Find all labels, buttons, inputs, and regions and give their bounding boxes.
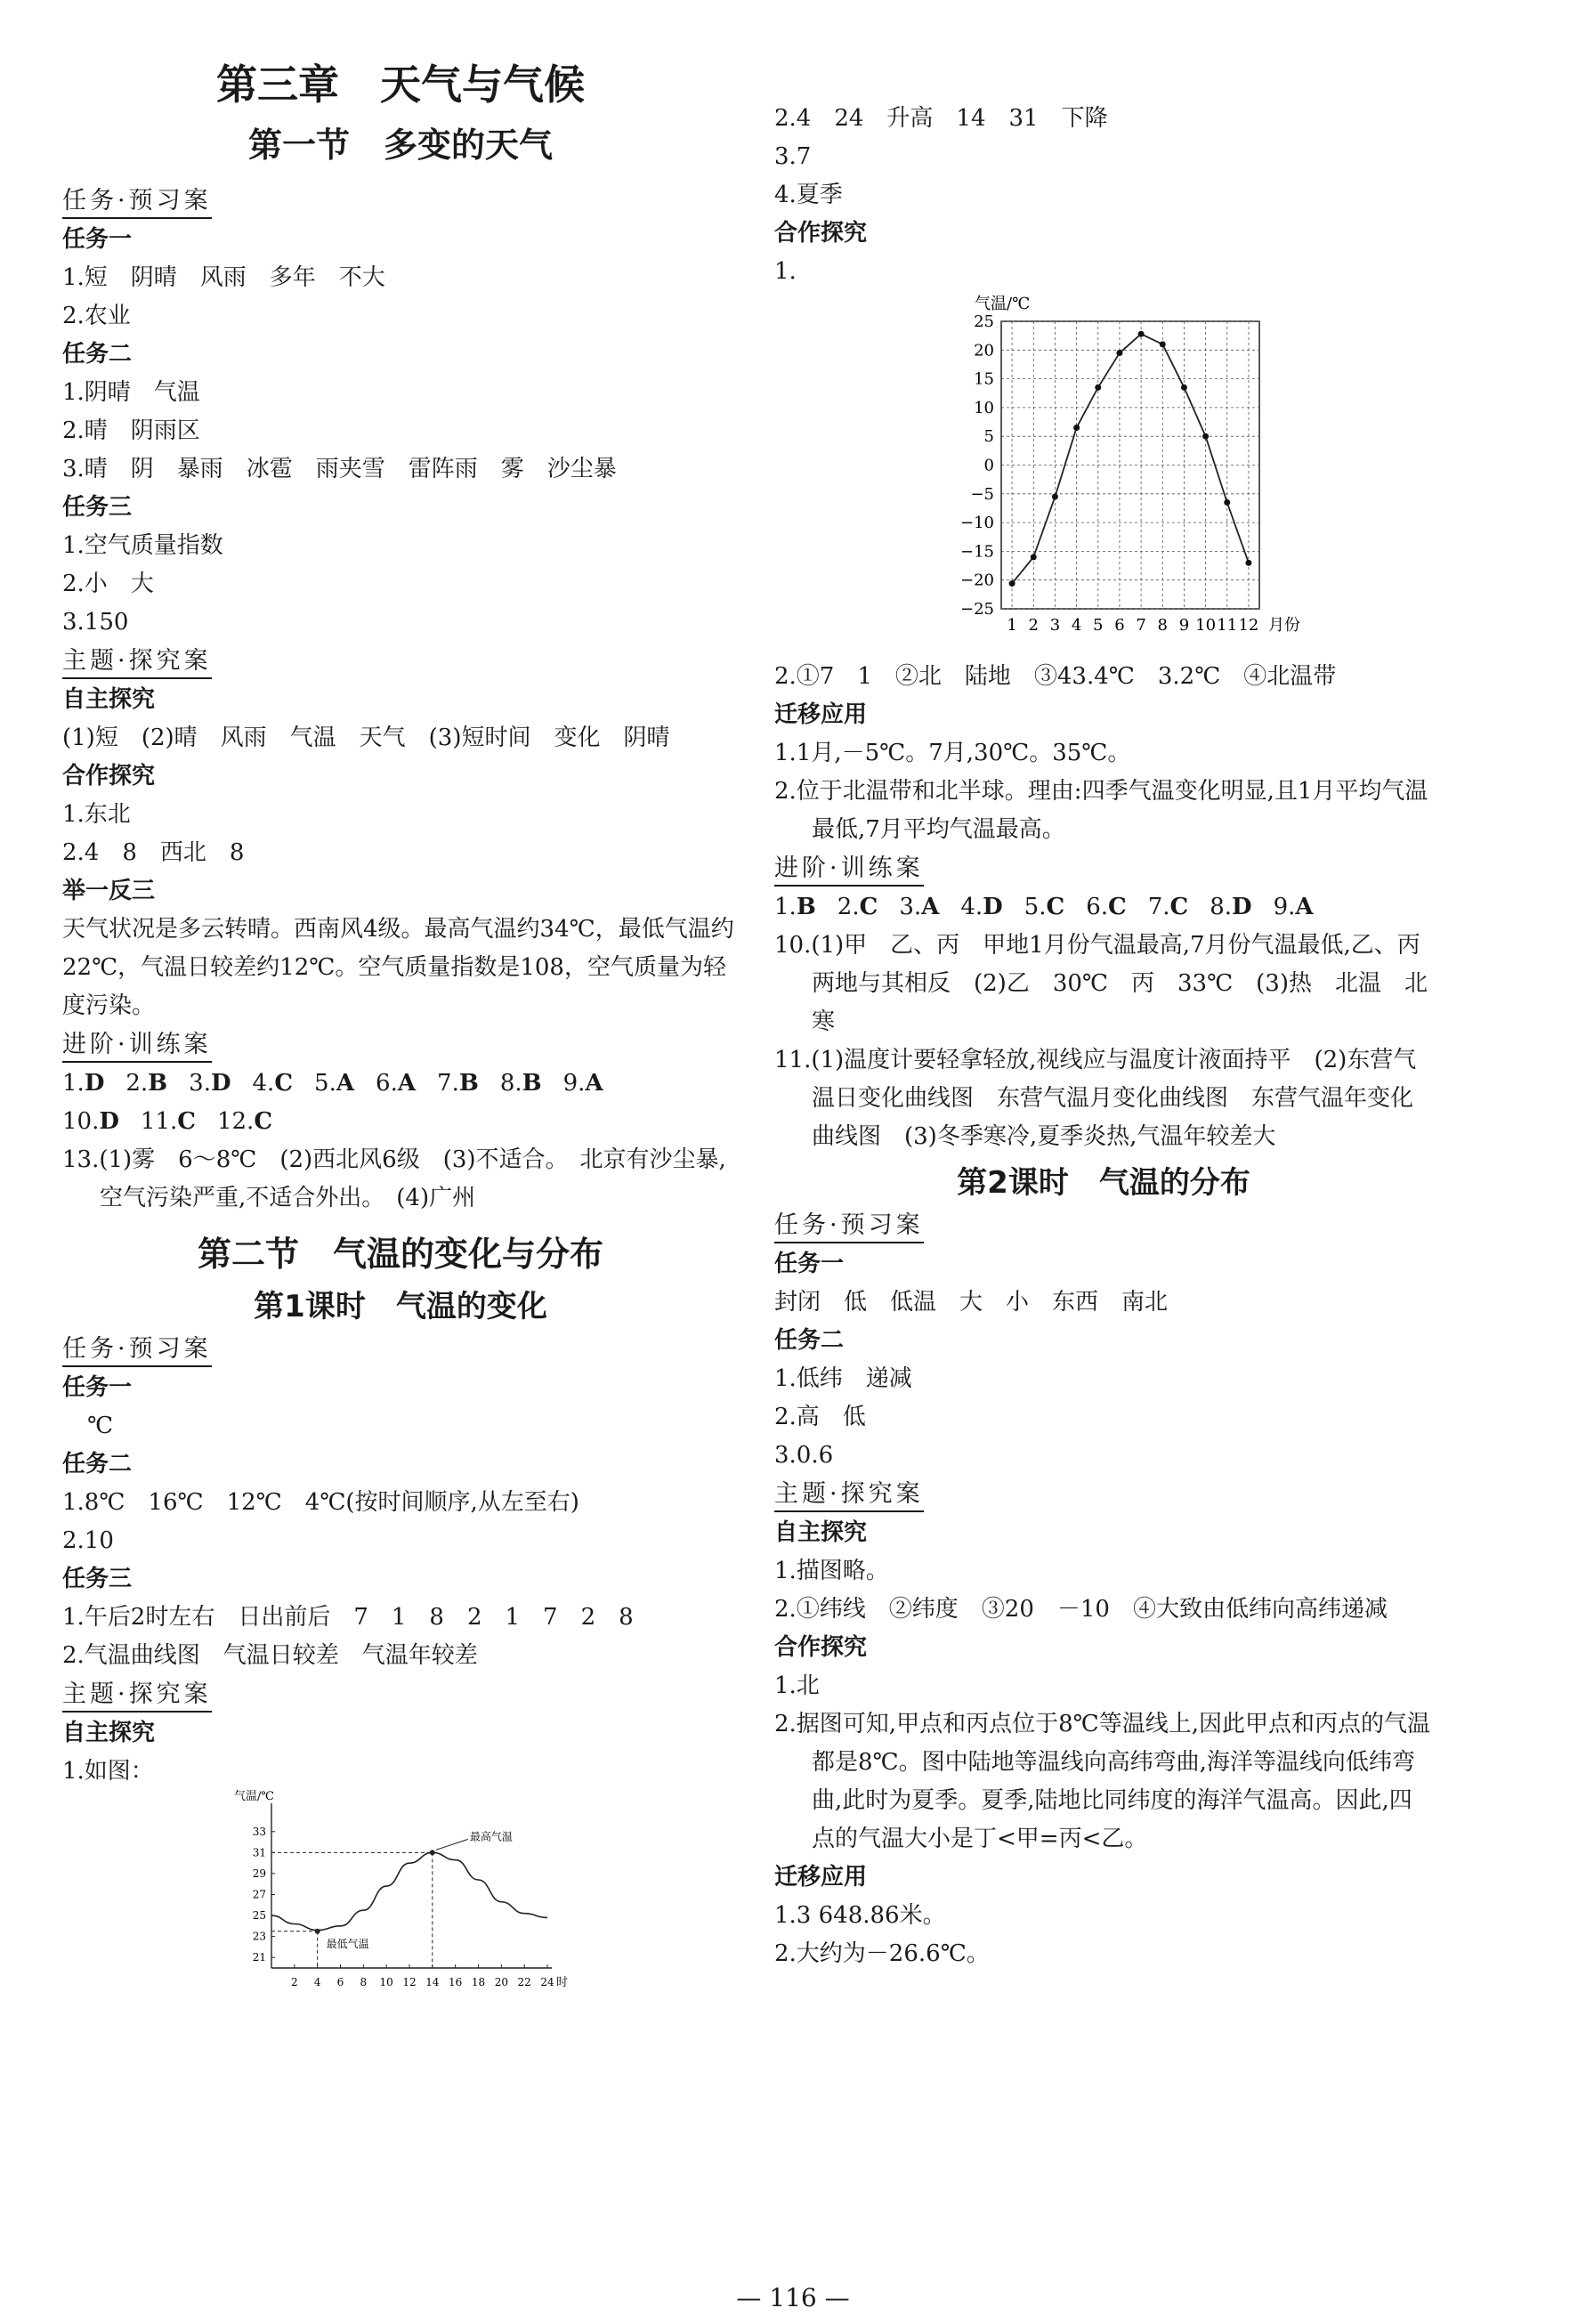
choice-letter: C bbox=[254, 1108, 273, 1135]
answer-line: 2.高 低 bbox=[774, 1404, 866, 1430]
data-point bbox=[1031, 554, 1037, 560]
choice-item bbox=[217, 1108, 272, 1135]
answer-line: 1.北 bbox=[774, 1672, 820, 1699]
answer-line: 2.4 24 升高 14 31 下降 bbox=[774, 105, 1108, 132]
choice-letter: B bbox=[148, 1070, 168, 1097]
choice-answers bbox=[62, 1065, 739, 1103]
sub-heading: 迁移应用 bbox=[774, 1864, 868, 1891]
y-axis-label: 气温/℃ bbox=[234, 1790, 274, 1803]
task-heading: 任务一 bbox=[62, 1374, 133, 1401]
y-tick-label: 23 bbox=[252, 1930, 266, 1943]
choice-item bbox=[960, 894, 1002, 920]
y-tick-label: 25 bbox=[252, 1909, 266, 1923]
choice-letter: B bbox=[522, 1070, 542, 1097]
answer-line: ℃ bbox=[87, 1413, 114, 1439]
x-tick-label: 8 bbox=[360, 1976, 368, 1988]
answer-line: 1.如图： bbox=[62, 1758, 154, 1785]
question-number: 9. bbox=[1273, 894, 1296, 920]
y-tick-label: 20 bbox=[974, 341, 994, 360]
data-point bbox=[1160, 341, 1166, 347]
section-tag: 任务·预习案 bbox=[62, 185, 212, 219]
x-tick-label: 4 bbox=[313, 1976, 321, 1988]
choice-item bbox=[563, 1070, 603, 1097]
answer-line: 1. bbox=[774, 258, 797, 285]
question-number: 12. bbox=[216, 1108, 255, 1135]
answer-line: 1.阴晴 气温 bbox=[62, 379, 200, 406]
section-tag: 任务·预习案 bbox=[62, 1333, 212, 1367]
y-tick-label: 0 bbox=[983, 456, 994, 475]
answer-line: 2.气温曲线图 气温日较差 气温年较差 bbox=[62, 1642, 478, 1669]
section-tag: 主题·探究案 bbox=[62, 645, 212, 679]
question-number: 8. bbox=[499, 1070, 522, 1097]
task-heading: 任务一 bbox=[774, 1251, 845, 1277]
lesson-title: 第2课时 气温的分布 bbox=[957, 1165, 1250, 1201]
answer-line: 2.4 8 西北 8 bbox=[62, 839, 245, 866]
choice-letter: D bbox=[84, 1070, 105, 1097]
choice-item bbox=[1024, 894, 1065, 920]
y-tick-label: 29 bbox=[252, 1866, 266, 1880]
max-leader bbox=[436, 1839, 468, 1850]
choice-letter: C bbox=[859, 894, 878, 920]
y-axis-label: 气温/℃ bbox=[975, 295, 1031, 313]
x-tick-label: 10 bbox=[379, 1976, 393, 1988]
choice-item bbox=[314, 1070, 354, 1097]
sub-heading: 迁移应用 bbox=[774, 701, 868, 728]
answer-paragraph: 13.(1)雾 6～8℃ (2)西北风6级 (3)不适合。 北京有沙尘暴,空气污染严重,不适合外出。 (4)广州 bbox=[62, 1146, 726, 1211]
data-point bbox=[1224, 499, 1230, 506]
section-tag: 进阶·训练案 bbox=[774, 853, 924, 887]
answer-line: 3.0.6 bbox=[774, 1442, 834, 1469]
x-tick-label: 6 bbox=[336, 1976, 344, 1988]
question-number: 2. bbox=[837, 894, 860, 920]
x-tick-label: 8 bbox=[1157, 616, 1168, 635]
answer-line: 2.10 bbox=[62, 1527, 114, 1554]
x-tick-label: 2 bbox=[291, 1976, 298, 1988]
answer-line: 封闭 低 低温 大 小 东西 南北 bbox=[774, 1289, 1169, 1316]
choice-item bbox=[189, 1070, 231, 1097]
question-number: 11. bbox=[140, 1108, 178, 1135]
choice-letter: D bbox=[983, 894, 1003, 920]
x-tick-label: 12 bbox=[402, 1976, 417, 1988]
choice-letter: C bbox=[274, 1070, 294, 1097]
lesson-title: 第1课时 气温的变化 bbox=[254, 1289, 547, 1324]
task-heading: 任务二 bbox=[62, 1451, 133, 1478]
choice-item bbox=[125, 1070, 167, 1097]
answer-paragraph: (1)短 (2)晴 风雨 气温 天气 (3)短时间 变化 阴晴 bbox=[62, 725, 670, 751]
answer-paragraph: 天气状况是多云转晴。西南风4级。最高气温约34℃，最低气温约22℃，气温日较差约12℃。空气质量指数是108，空气质量为轻度污染。 bbox=[62, 916, 734, 1019]
task-heading: 任务二 bbox=[774, 1327, 845, 1354]
question-number: 8. bbox=[1210, 894, 1233, 920]
choice-letter: D bbox=[210, 1070, 231, 1097]
choice-letter: C bbox=[1108, 894, 1127, 920]
answer-line: 1.3 648.86米。 bbox=[774, 1902, 946, 1929]
choice-letter: A bbox=[397, 1070, 417, 1097]
daily-temperature-chart bbox=[223, 1786, 596, 1990]
x-tick-label: 1 bbox=[1007, 616, 1017, 635]
x-tick-label: 5 bbox=[1093, 616, 1104, 635]
choice-answers bbox=[774, 888, 1433, 927]
answer-line: 2.晴 阴雨区 bbox=[62, 417, 200, 444]
x-tick-label: 20 bbox=[494, 1976, 508, 1988]
choice-letter: D bbox=[99, 1108, 119, 1135]
choice-item bbox=[1086, 894, 1127, 920]
answer-line: 1.短 阴晴 风雨 多年 不大 bbox=[62, 264, 385, 291]
annual-temperature-chart bbox=[935, 284, 1308, 658]
choice-item bbox=[774, 894, 816, 920]
choice-letter: B bbox=[796, 894, 816, 920]
data-point bbox=[1009, 580, 1016, 587]
task-heading: 任务三 bbox=[62, 494, 133, 521]
section-title: 第一节 多变的天气 bbox=[247, 126, 553, 165]
question-number: 10. bbox=[62, 1108, 100, 1135]
sub-heading: 自主探究 bbox=[62, 686, 156, 713]
data-point bbox=[1095, 385, 1101, 391]
answer-line: 4.夏季 bbox=[774, 182, 843, 208]
choice-item bbox=[1274, 894, 1314, 920]
choice-answers bbox=[62, 1103, 739, 1141]
answer-line: 2.①7 1 ②北 陆地 ③43.4℃ 3.2℃ ④北温带 bbox=[774, 663, 1337, 690]
max-point bbox=[430, 1850, 435, 1855]
y-tick-label: 10 bbox=[974, 398, 994, 417]
answer-line: 1.8℃ 16℃ 12℃ 4℃(按时间顺序,从左至右) bbox=[62, 1489, 579, 1516]
sub-heading: 举一反三 bbox=[62, 878, 156, 904]
choice-letter: C bbox=[1046, 894, 1065, 920]
x-tick-label: 7 bbox=[1136, 616, 1146, 635]
answer-line: 3.7 bbox=[774, 143, 812, 170]
answer-paragraph: 2.位于北温带和北半球。理由:四季气温变化明显,且1月平均气温最低,7月平均气温最高。 bbox=[774, 778, 1428, 843]
choice-letter: A bbox=[336, 1070, 355, 1097]
answer-line: 2.大约为－26.6℃。 bbox=[774, 1940, 990, 1967]
answer-paragraph: 2.①纬线 ②纬度 ③20 －10 ④大致由低纬向高纬递减 bbox=[774, 1596, 1388, 1623]
choice-letter: A bbox=[585, 1070, 603, 1097]
answer-paragraph: 2.据图可知,甲点和丙点位于8℃等温线上,因此甲点和丙点的气温都是8℃。图中陆地等温线向高纬弯曲,海洋等温线向低纬弯曲,此时为夏季。夏季,陆地比同纬度的海洋气温高。因此,四点的气温大小是丁<甲=丙<乙。 bbox=[774, 1711, 1430, 1852]
data-point bbox=[1052, 494, 1058, 500]
x-axis-label: 月份 bbox=[1268, 616, 1300, 635]
answer-line: 2.农业 bbox=[62, 303, 131, 329]
question-number: 2. bbox=[125, 1070, 149, 1097]
sub-heading: 合作探究 bbox=[774, 1634, 868, 1661]
x-tick-label: 10 bbox=[1195, 616, 1217, 635]
answer-line: 3.150 bbox=[62, 609, 129, 636]
question-number: 3. bbox=[189, 1070, 211, 1097]
chapter-header bbox=[62, 0, 739, 116]
choice-letter: A bbox=[1295, 894, 1314, 920]
question-number: 4. bbox=[252, 1070, 275, 1097]
data-point bbox=[1202, 433, 1209, 440]
question-number: 5. bbox=[1024, 894, 1047, 920]
task-heading: 任务三 bbox=[62, 1566, 133, 1592]
section-tag: 主题·探究案 bbox=[62, 1679, 212, 1713]
question-number: 4. bbox=[960, 894, 983, 920]
choice-letter: D bbox=[1232, 894, 1252, 920]
choice-item bbox=[376, 1070, 416, 1097]
x-tick-label: 2 bbox=[1028, 616, 1039, 635]
answer-paragraph: 10.(1)甲 乙、丙 甲地1月份气温最高,7月份气温最低,乙、丙两地与其相反 (2)乙 30℃ 丙 33℃ (3)热 北温 北寒 bbox=[774, 932, 1428, 1035]
task-heading: 任务一 bbox=[62, 226, 133, 253]
x-tick-label: 16 bbox=[449, 1976, 463, 1988]
choice-item bbox=[253, 1070, 294, 1097]
x-tick-label: 4 bbox=[1071, 616, 1082, 635]
choice-item bbox=[437, 1070, 479, 1097]
choice-item bbox=[62, 1108, 119, 1135]
page-number: — 116 — bbox=[736, 2283, 850, 2312]
y-tick-label: −25 bbox=[960, 600, 994, 619]
temperature-line bbox=[1012, 334, 1249, 583]
x-tick-label: 18 bbox=[471, 1976, 486, 1988]
section-tag: 进阶·训练案 bbox=[62, 1029, 212, 1063]
data-point bbox=[1245, 560, 1251, 566]
choice-letter: C bbox=[1169, 894, 1189, 920]
y-tick-label: −20 bbox=[960, 571, 994, 590]
section-title: 第二节 气温的变化与分布 bbox=[197, 1235, 603, 1274]
data-point bbox=[1116, 350, 1122, 356]
x-tick-label: 6 bbox=[1114, 616, 1125, 635]
choice-item bbox=[899, 894, 939, 920]
left-column bbox=[62, 0, 739, 1990]
answer-paragraph: 11.(1)温度计要轻拿轻放,视线应与温度计液面持平 (2)东营气温日变化曲线图 东营气温月变化曲线图 东营气温年变化曲线图 (3)冬季寒冷,夏季炎热,气温年较差大 bbox=[774, 1047, 1417, 1150]
x-tick-label: 24 bbox=[540, 1976, 554, 1988]
x-tick-label: 9 bbox=[1178, 616, 1190, 635]
sub-heading: 合作探究 bbox=[774, 220, 868, 247]
question-number: 3. bbox=[899, 894, 922, 920]
min-label: 最低气温 bbox=[326, 1937, 369, 1950]
y-tick-label: 31 bbox=[252, 1846, 266, 1859]
y-tick-label: 27 bbox=[252, 1888, 266, 1901]
choice-letter: B bbox=[458, 1070, 479, 1097]
choice-letter: C bbox=[177, 1108, 196, 1135]
data-point bbox=[1138, 331, 1145, 337]
choice-item bbox=[141, 1108, 196, 1135]
temperature-curve bbox=[271, 1852, 547, 1930]
answer-line: 1.1月,－5℃。7月,30℃。35℃。 bbox=[774, 740, 1131, 766]
y-tick-label: 5 bbox=[983, 427, 994, 447]
y-tick-label: −15 bbox=[960, 542, 994, 562]
choice-item bbox=[1210, 894, 1251, 920]
right-column bbox=[774, 0, 1433, 1973]
y-tick-label: 25 bbox=[974, 312, 994, 331]
choice-item bbox=[62, 1070, 104, 1097]
x-tick-label: 12 bbox=[1238, 616, 1259, 635]
question-number: 7. bbox=[437, 1070, 459, 1097]
question-number: 5. bbox=[314, 1070, 336, 1097]
question-number: 6. bbox=[1086, 894, 1108, 920]
y-tick-label: 33 bbox=[252, 1825, 266, 1838]
max-label: 最高气温 bbox=[469, 1830, 513, 1843]
answer-line: 1.东北 bbox=[62, 801, 131, 828]
answer-line: 1.低纬 递减 bbox=[774, 1365, 912, 1392]
sub-heading: 自主探究 bbox=[774, 1519, 868, 1546]
section-tag: 主题·探究案 bbox=[774, 1478, 924, 1512]
answer-line: 1.描图略。 bbox=[774, 1558, 889, 1584]
choice-letter: A bbox=[921, 894, 940, 920]
x-tick-label: 3 bbox=[1049, 616, 1061, 635]
x-tick-label: 22 bbox=[517, 1976, 531, 1988]
data-point bbox=[1181, 385, 1187, 391]
data-point bbox=[1073, 425, 1080, 431]
min-point bbox=[315, 1929, 320, 1934]
x-tick-label: 11 bbox=[1217, 616, 1238, 635]
choice-item bbox=[1148, 894, 1189, 920]
choice-item bbox=[500, 1070, 542, 1097]
y-tick-label: 15 bbox=[974, 369, 994, 389]
y-tick-label: −5 bbox=[970, 484, 994, 504]
x-axis-label: 时 bbox=[556, 1976, 569, 1989]
question-number: 9. bbox=[562, 1070, 586, 1097]
question-number: 1. bbox=[774, 894, 797, 920]
sub-heading: 自主探究 bbox=[62, 1720, 156, 1746]
question-number: 6. bbox=[376, 1070, 398, 1097]
task-heading: 任务二 bbox=[62, 341, 133, 368]
answer-line: 1.空气质量指数 bbox=[62, 532, 223, 559]
answer-line: 2.小 大 bbox=[62, 571, 154, 597]
y-tick-label: 21 bbox=[252, 1951, 266, 1964]
chapter-title: 第三章 天气与气候 bbox=[216, 61, 585, 109]
x-tick-label: 14 bbox=[425, 1976, 440, 1988]
section-tag: 任务·预习案 bbox=[774, 1210, 924, 1243]
sub-heading: 合作探究 bbox=[62, 763, 156, 790]
question-number: 1. bbox=[62, 1070, 85, 1097]
answer-line: 3.晴 阴 暴雨 冰雹 雨夹雪 雷阵雨 雾 沙尘暴 bbox=[62, 456, 617, 482]
question-number: 7. bbox=[1147, 894, 1170, 920]
y-tick-label: −10 bbox=[960, 514, 994, 533]
answer-line: 1.午后2时左右 日出前后 7 1 8 2 1 7 2 8 bbox=[62, 1604, 634, 1631]
choice-item bbox=[838, 894, 878, 920]
